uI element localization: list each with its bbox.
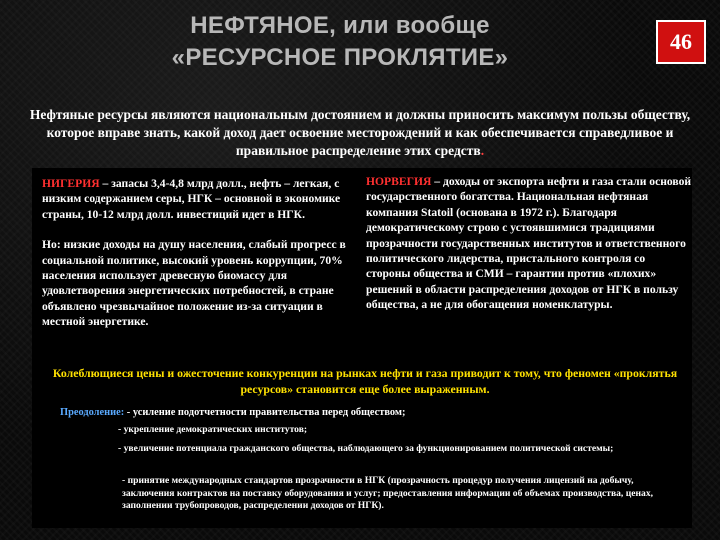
nigeria-label: НИГЕРИЯ (42, 177, 100, 190)
slide-title-line-1: НЕФТЯНОЕ, или вообще (190, 12, 490, 39)
slide-number-badge: 46 (656, 20, 706, 64)
slide-title-line-2: «РЕСУРСНОЕ ПРОКЛЯТИЕ» (171, 44, 509, 71)
nigeria-problems-text: низкие доходы на душу населения, слабый прогресс в социальной политике, высокий уровень коррупции, 70% населения использует древесную биомассу для удовлетворения энергетических потребностей, в стране объявлено чрезвычайное положение из-за ситуации в местной энергетике. (42, 238, 346, 329)
overcoming-item-1: - усиление подотчетности правительства перед обществом; (124, 407, 406, 418)
norway-text-block (366, 174, 692, 313)
norway-column (366, 174, 692, 313)
nigeria-facts-text: – запасы 3,4-4,8 млрд долл., нефть – легкая, с низким содержанием серы, НГК – основной в экономике страны, 10-12 млрд долл. инвестиций идет в НГК. (42, 177, 341, 221)
spacer (42, 222, 362, 237)
nigeria-problems (42, 237, 362, 329)
conclusion-text: Колеблющиеся цены и ожесточение конкуренции на рынках нефти и газа приводит к тому, что феномен «проклятья ресурсов» становится еще более выраженным. (52, 366, 678, 396)
intro-end: . (480, 143, 485, 158)
intro-paragraph (24, 106, 696, 160)
overcoming-item-3: - увеличение потенциала гражданского общества, наблюдающего за функционированием политической системы; (118, 443, 614, 454)
overcoming-label: Преодоление: (60, 407, 125, 418)
intro-text: Нефтяные ресурсы являются национальным достоянием и должны приносить максимум пользы обществу, которое вправе знать, какой доход дает освоение месторождений и как обеспечивается справедливое и правильное распределение этих средств (29, 107, 691, 158)
but-label: Но: (42, 238, 64, 252)
overcoming-item-2: - укрепление демократических институтов; (118, 424, 308, 435)
norway-label: НОРВЕГИЯ (366, 175, 432, 188)
overcoming-item-4: - принятие международных стандартов прозрачности в НГК (прозрачность процедур получения лицензий на добычу, заключения контрактов на поставку оборудования и услуг; предоставления информации об объемах производства, ценах, заполнении трубопроводов, распределении доходов от НГК). (122, 475, 654, 512)
nigeria-facts (42, 176, 362, 222)
slide-title (60, 10, 620, 74)
overcoming-heading (60, 406, 700, 420)
nigeria-column (42, 176, 362, 330)
norway-text: – доходы от экспорта нефти и газа стали основой государственного богатства. Национальная нефтяная компания Statoil (основана в 1972 г.). Благодаря демократическому строю с устоявшимися традициями прозрачности государственных институтов и ответственного политического лидерства, пристального контроля со стороны общества и СМИ – гарантии против «плохих» решений в области распределения доходов от НГК в пользу общества, а не для обогащения номенклатуры. (366, 175, 692, 312)
